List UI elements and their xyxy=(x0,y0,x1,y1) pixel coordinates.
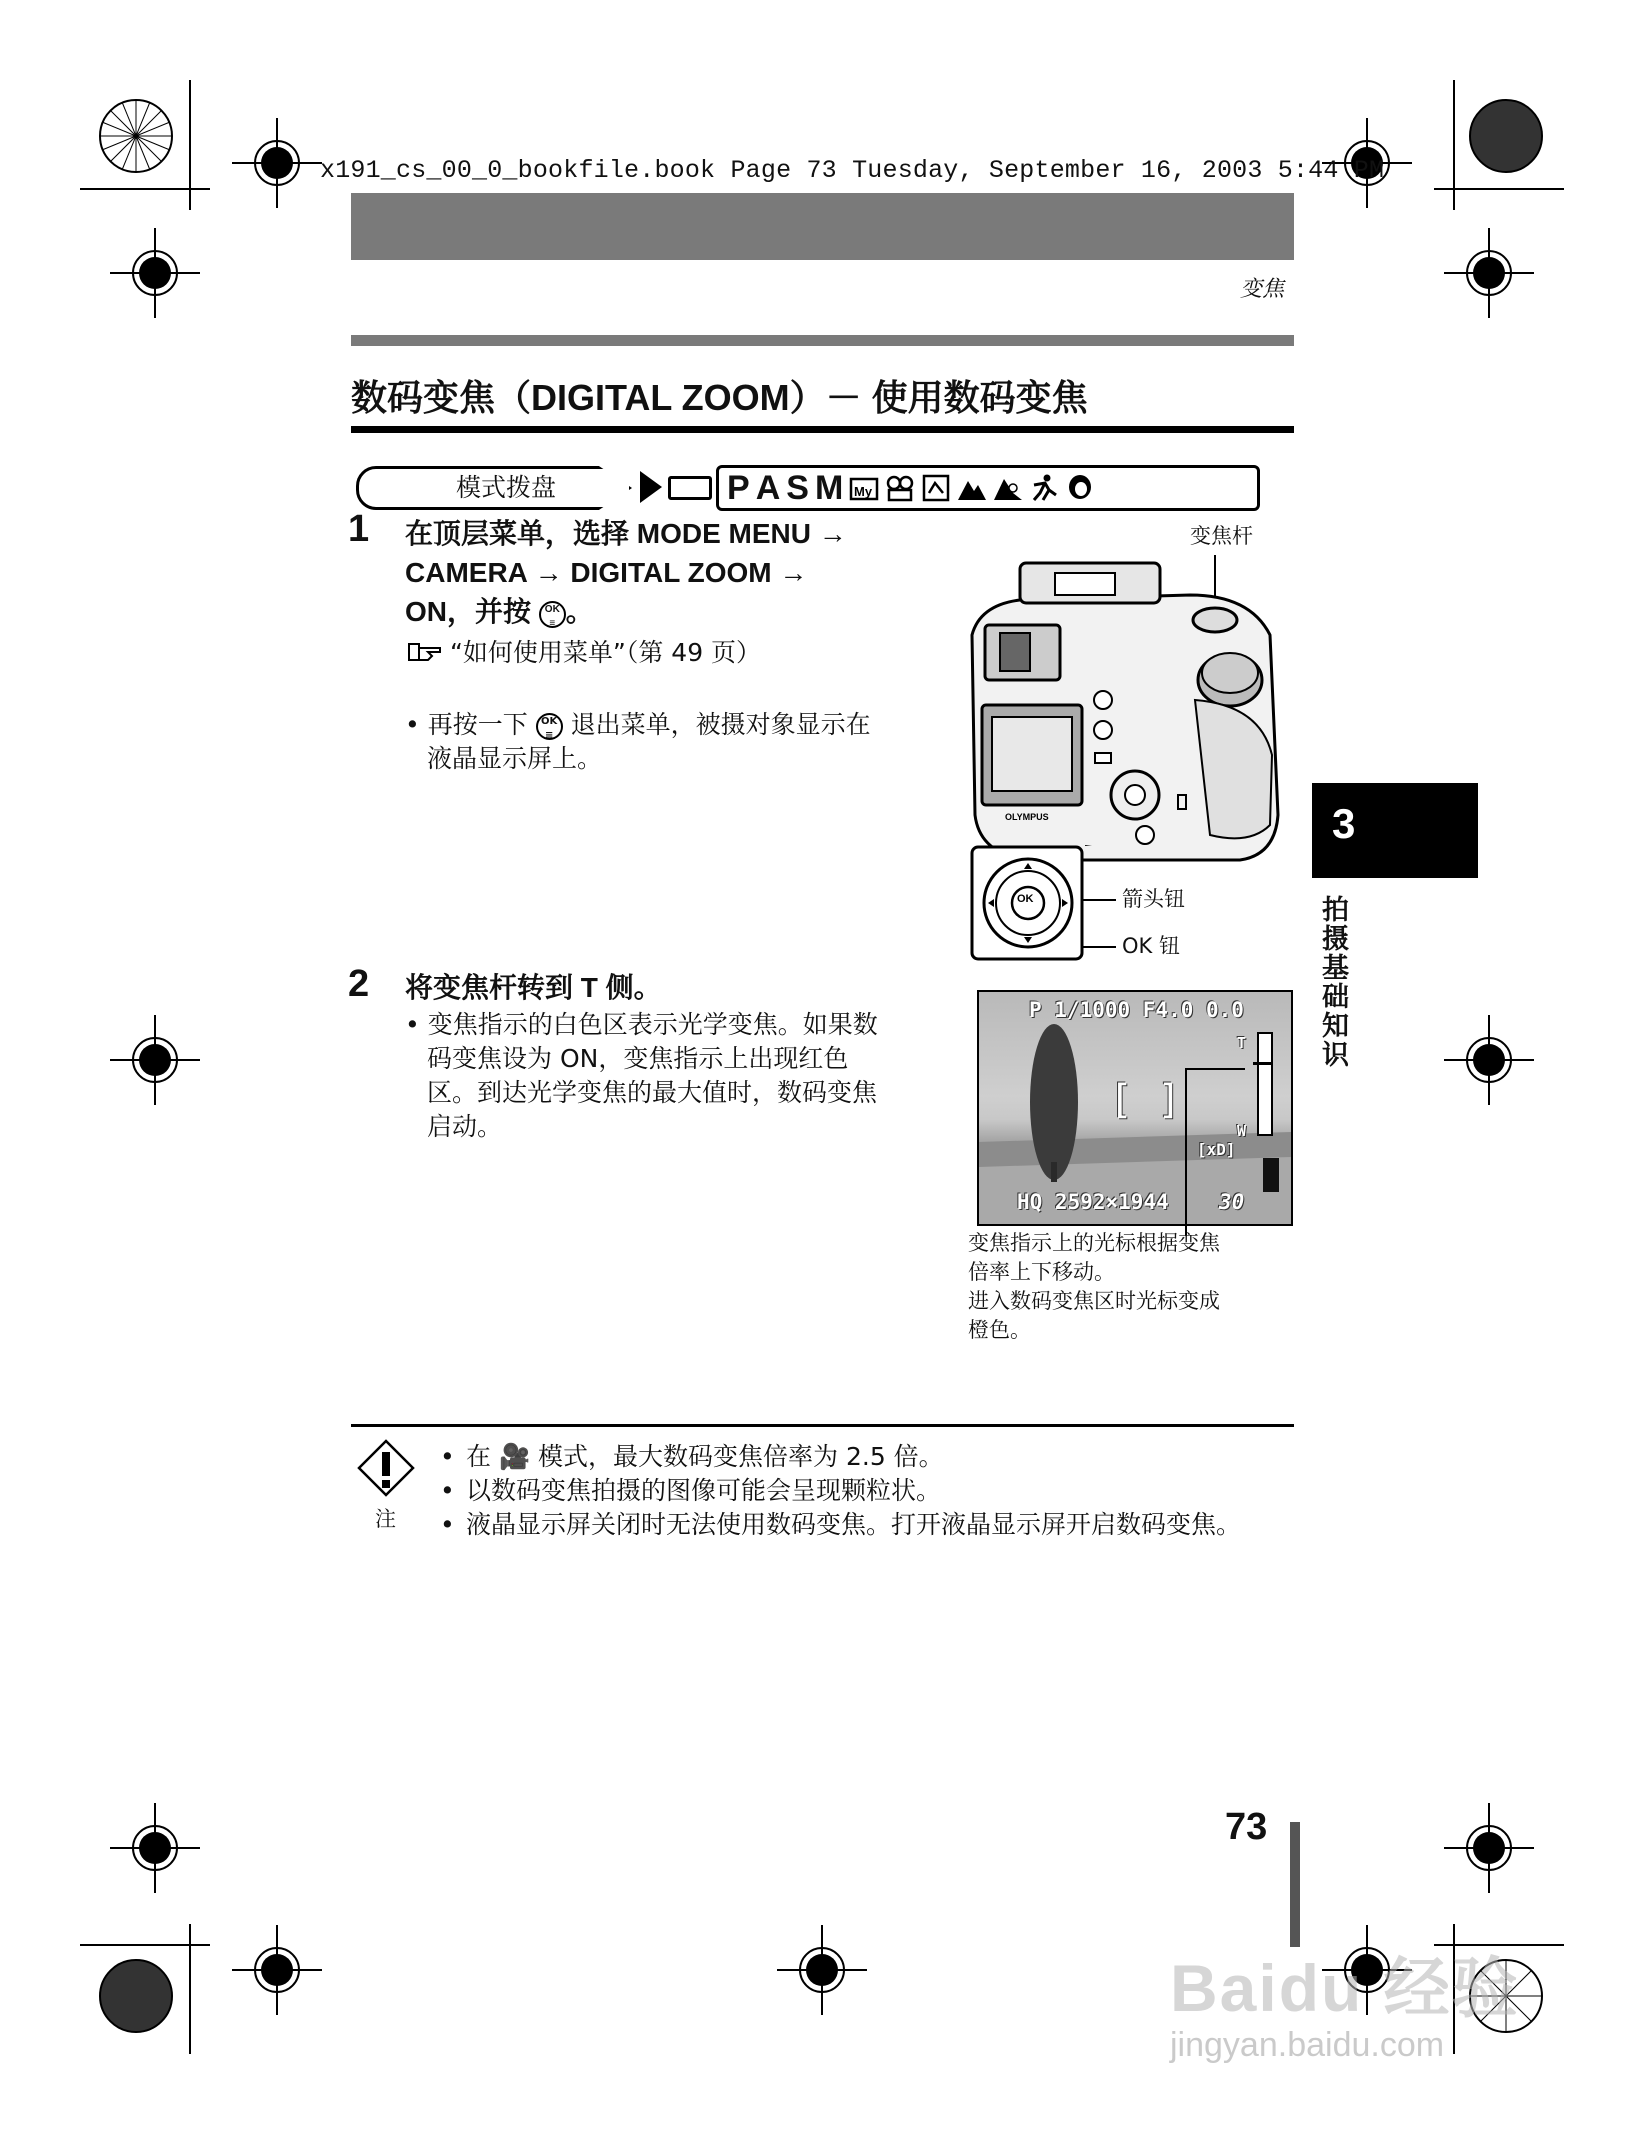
step-1-bullet-text-b: 退出菜单，被摄对象显示在 xyxy=(570,710,871,739)
registration-crosshair-icon xyxy=(110,1803,200,1893)
step-2-title: 将变焦杆转到 T 侧。 xyxy=(405,972,662,1003)
step-1-bullet-text-c: 液晶显示屏上。 xyxy=(427,744,603,773)
book-file-header: x191_cs_00_0_bookfile.book Page 73 Tuesday, September 16, 2003 5:44 PM xyxy=(320,156,1385,185)
zoom-cursor xyxy=(1253,1062,1273,1065)
memory-card-icon xyxy=(668,476,712,500)
zoom-lever-label: 变焦杆 xyxy=(1190,524,1253,548)
mode-a: A xyxy=(755,469,781,507)
registration-crosshair-icon xyxy=(1444,228,1534,318)
arrow-pad-leader xyxy=(1082,899,1116,901)
sport-icon xyxy=(1029,473,1059,503)
camera-brand-label: OLYMPUS xyxy=(1005,812,1049,822)
ok-glyph: OK xyxy=(1017,893,1034,905)
caption-leader xyxy=(1185,1068,1187,1236)
step-1-line-3 xyxy=(405,592,945,631)
menu-reference xyxy=(408,636,761,670)
portrait-icon xyxy=(1065,473,1095,503)
battery-bar xyxy=(1263,1158,1279,1192)
arrow-right-icon xyxy=(640,471,662,503)
crop-target-icon xyxy=(1466,96,1546,176)
note-item: • 在 🎥 模式，最大数码变焦倍率为 2.5 倍。 xyxy=(440,1440,1300,1474)
mode-dial-label: 模式拨盘 xyxy=(455,473,556,502)
step-2-line-2: 码变焦设为 ON，变焦指示上出现红色 xyxy=(427,1044,849,1073)
notes-divider xyxy=(351,1424,1294,1427)
step-1-instructions xyxy=(405,514,945,631)
mode-p: P xyxy=(727,469,750,507)
svg-text:My: My xyxy=(854,484,873,499)
registration-crosshair-icon xyxy=(232,118,322,208)
zoom-indicator xyxy=(1257,1032,1273,1136)
step-2-line-4: 启动。 xyxy=(427,1112,503,1141)
chapter-title: 拍摄基础知识 xyxy=(1317,895,1348,1069)
step-1-line-3-end: 。 xyxy=(565,596,594,627)
step-1-line-2: CAMERA → DIGITAL ZOOM → xyxy=(405,557,808,588)
ok-button-leader xyxy=(1082,946,1116,948)
registration-crosshair-icon xyxy=(1444,1803,1534,1893)
step-2-line-1: 变焦指示的白色区表示光学变焦。如果数 xyxy=(427,1010,878,1039)
running-head: 变焦 xyxy=(1240,277,1285,302)
xd-card-label: [xD] xyxy=(1197,1140,1236,1159)
step-2-bullet: • 变焦指示的白色区表示光学变焦。如果数 码变焦设为 ON，变焦指示上出现红色 区。到达光学变焦的最大值时，数码变焦 启动。 xyxy=(405,1008,945,1144)
mode-m: M xyxy=(814,469,844,507)
crop-target-icon xyxy=(96,1956,176,2036)
note-item: • 液晶显示屏关闭时无法使用数码变焦。打开液晶显示屏开启数码变焦。 xyxy=(440,1508,1300,1542)
notes-list xyxy=(440,1440,1300,1542)
camera-illustration xyxy=(960,555,1285,880)
step-1-number: 1 xyxy=(348,508,370,550)
landscape-icon xyxy=(957,473,987,503)
step-2-number: 2 xyxy=(348,963,370,1005)
step-1-bullet-text-a: 再按一下 xyxy=(427,710,528,739)
landscape-portrait-icon xyxy=(993,473,1023,503)
mode-s: S xyxy=(786,469,809,507)
zoom-t-label: T xyxy=(1237,1034,1247,1052)
registration-crosshair-icon xyxy=(110,1015,200,1105)
menu-reference-text: “如何使用菜单”（第 49 页） xyxy=(449,638,762,667)
header-bar xyxy=(351,193,1294,260)
mode-list xyxy=(716,465,1260,511)
page-number: 73 xyxy=(1225,1806,1268,1848)
registration-crosshair-icon xyxy=(110,228,200,318)
af-target-brackets: [ ] xyxy=(1109,1077,1182,1123)
watermark-url: jingyan.baidu.com xyxy=(1170,2026,1445,2064)
ok-button-icon: OK ≡ xyxy=(539,601,566,628)
caption-line-3: 进入数码变焦区时光标变成 xyxy=(968,1289,1220,1313)
step-2-line-3: 区。到达光学变焦的最大值时，数码变焦 xyxy=(427,1078,878,1107)
note-item: • 以数码变焦拍摄的图像可能会呈现颗粒状。 xyxy=(440,1474,1300,1508)
reference-hand-icon xyxy=(408,642,442,664)
lcd-preview xyxy=(977,990,1293,1226)
lcd-bottom-info: HQ 2592×1944 xyxy=(1017,1190,1169,1214)
step-1-line-3-text: ON，并按 xyxy=(405,596,532,627)
page-number-bar xyxy=(1290,1822,1300,1947)
title-underline xyxy=(351,426,1294,433)
chapter-number: 3 xyxy=(1332,800,1356,847)
caution-icon xyxy=(356,1438,416,1498)
zoom-w-label: W xyxy=(1237,1122,1247,1140)
step-1-bullet: • 再按一下 OK ≡ 退出菜单，被摄对象显示在 液晶显示屏上。 xyxy=(405,708,945,776)
caption-leader-arm xyxy=(1185,1068,1245,1070)
ok-button-icon: OK ≡ xyxy=(536,713,563,740)
arrow-pad-label: 箭头钮 xyxy=(1122,887,1185,911)
registration-crosshair-icon xyxy=(1444,1015,1534,1105)
step-1-line-1: 在顶层菜单，选择 MODE MENU → xyxy=(405,518,847,549)
caption-line-2: 倍率上下移动。 xyxy=(968,1260,1115,1284)
registration-crosshair-icon xyxy=(232,1925,322,2015)
note-label: 注 xyxy=(375,1507,396,1531)
movie-icon xyxy=(885,473,915,503)
shots-remaining: 30 xyxy=(1219,1190,1245,1214)
scene-icon xyxy=(921,473,951,503)
registration-crosshair-icon xyxy=(777,1925,867,2015)
section-divider xyxy=(351,335,1294,346)
lcd-caption xyxy=(968,1229,1298,1345)
caption-line-4: 橙色。 xyxy=(968,1318,1031,1342)
lcd-top-info: P 1/1000 F4.0 0.0 xyxy=(1029,998,1244,1022)
section-title: 数码变焦（DIGITAL ZOOM）－ 使用数码变焦 xyxy=(351,377,1088,418)
caption-line-1: 变焦指示上的光标根据变焦 xyxy=(968,1231,1220,1255)
my-mode-icon xyxy=(849,473,879,503)
ok-button-label: OK 钮 xyxy=(1122,934,1180,958)
crop-target-icon xyxy=(96,96,176,176)
watermark-logo: Baidu 经验 xyxy=(1170,1951,1520,2025)
